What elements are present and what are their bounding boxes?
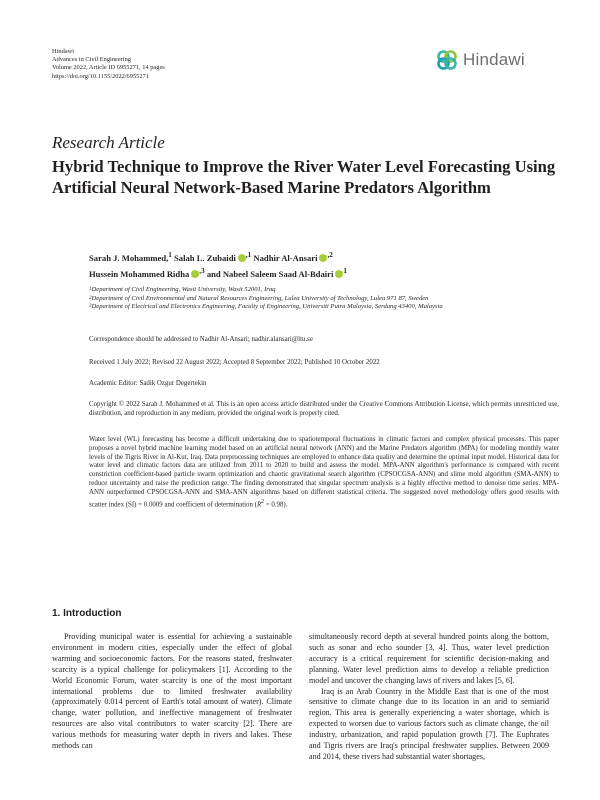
hindawi-logo: [436, 49, 525, 71]
body-column-right: [309, 632, 549, 763]
abstract: Water level (WL) forecasting has become a difficult undertaking due to spatiotemporal fluctuations in climatic factors and complex physical processes. This paper proposes a novel hybrid machine learning model based on an artificial neural network (ANN) and the Marine Predators algorithm (MPA) for modeling monthly water levels of the Tigris River in Al-Kut, Iraq. Data preprocessing techniques are employed to enhance data quality and determine the optimal input model. Historical data for water level and climatic factors data are utilized from 2011 to 2020 to build and assess the model. MPA-ANN algorithm's performance is compared with recent constriction coefficient-based particle swarm optimization and chaotic gravitational search algorithm (CPSOCGSA-ANN) and slime mold algorithm (SMA-ANN) to reduce uncertainty and raise the prediction range. The finding demonstrated that singular spectrum analysis is a highly effective method to denoise time series. MPA-ANN outperformed CPSOCGSA-ANN and SMA-ANN algorithms based on different statistical criteria. The suggested novel methodology offers good results with scatter index (SI) = 0.0009 and coefficient of determination $(R^2 = 0.98)$.: [89, 436, 559, 508]
affiliations: [89, 286, 559, 312]
logo-text: Hindawi: [463, 50, 525, 69]
author: and Nabeel Saleem Saad Al-Bdairi $^1$: [206, 267, 347, 280]
hindawi-logo-icon: [436, 49, 458, 71]
paragraph: simultaneously record depth at several hundred points along the bottom, such as sonar and echo sounder [3, 4]. Thus, water level prediction accuracy is a critical requirement for scientific decision-making and planning. Water level prediction aims to develop a reliable prediction model and uncover the changing laws of rivers and lakes [5, 6].: [309, 632, 549, 685]
journal-header: [52, 48, 165, 81]
orcid-icon[interactable]: [238, 254, 246, 262]
article-title: Hybrid Technique to Improve the River Water Level Forecasting Using Artificial Neural Network-Based Marine Predators Algorithm: [52, 157, 556, 197]
body-column-left: [52, 632, 292, 752]
publisher-name: Hindawi: [52, 48, 75, 55]
correspondence: Correspondence should be addressed to Nadhir Al-Ansari; nadhir.alansari@ltu.se: [89, 336, 313, 343]
section-heading: 1. Introduction: [52, 608, 122, 619]
author: Salah L. Zubaidi $^{,1}$: [174, 251, 252, 263]
copyright-notice: Copyright © 2022 Sarah J. Mohammed et al. This is an open access article distributed under the Creative Commons Attribution License, which permits unrestricted use, distribution, and reproduction in any medium, provided the original work is properly cited.: [89, 401, 559, 417]
paragraph: Providing municipal water is essential for achieving a sustainable environment in modern cities, especially under the effect of global warming and socioeconomic factors. For the reasons stated, freshwater scarcity is a typical challenge for policymakers [1]. According to the World Economic Forum, water scarcity is one of the most important international problems due to limited freshwater availability (approximately 0.014 percent of Earth's total amount of water). Climate change, water pollution, and ineffective management of freshwater resources are also vital contributors to water scarcity [2]. There are various methods for measuring water depth in rivers and lakes. These methods can: [52, 632, 292, 751]
doi-link[interactable]: https://doi.org/10.1155/2022/6955271: [52, 72, 149, 80]
article-type: Research Article: [52, 133, 165, 152]
journal-name: Advances in Civil Engineering: [52, 56, 131, 64]
author: Nadhir Al-Ansari $^{,2}$: [253, 251, 333, 263]
affiliation: 1 Department of Civil Engineering, Wasit University, Wasit 52001, Iraq: [89, 286, 276, 293]
paragraph: Iraq is an Arab Country in the Middle East that is one of the most sensitive to climate change due to its location in an arid to semiarid region. This area is generally experiencing a water shortage, which is expected to worsen due to various factors such as climate change, the oil industry, urbanization, and rapid population growth [7]. The Euphrates and Tigris rivers are Iraq's principal freshwater supplies. Between 2009 and 2014, these rivers had substantial water shortages,: [309, 686, 549, 761]
volume-info: Volume 2022, Article ID 6955271, 14 pages: [52, 64, 165, 72]
affiliation: 3 Department of Electrical and Electronics Engineering, Faculty of Engineering, Universiti Putra Malaysia, Serdang 43400, Malaysia: [89, 303, 443, 311]
author: Sarah J. Mohammed,$^1$: [89, 251, 172, 263]
academic-editor: Academic Editor: Sadik Ozgur Degertekin: [89, 380, 207, 387]
author: Hussein Mohammed Ridha $^{,3}$: [89, 267, 205, 280]
author-list: [89, 249, 559, 282]
publication-dates: Received 1 July 2022; Revised 22 August 2022; Accepted 8 September 2022; Published 10 October 2022: [89, 359, 380, 366]
affiliation: 2 Department of Civil Environmental and Natural Resources Engineering, Lulea University of Technology, Lulea 971 87, Sweden: [89, 294, 429, 302]
